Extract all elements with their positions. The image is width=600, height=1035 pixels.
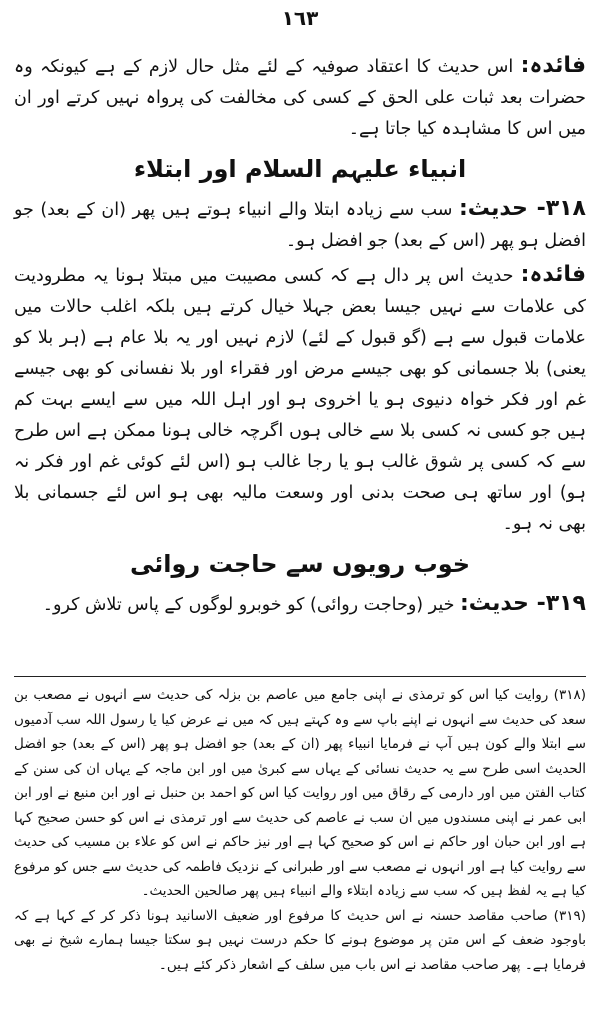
hadith-number: ٣١٩- (536, 591, 586, 616)
hadith-319 (14, 588, 586, 621)
section-heading-good-looking-people: خوب رویوں سے حاجت روائی (129, 550, 471, 578)
hadith-text: خیر (وحاجت روائی) کو خوبرو لوگوں کے پاس تلاش کرو۔ (42, 595, 460, 615)
hadith-318 (14, 193, 586, 257)
hadith-label: حدیث: (459, 196, 537, 221)
faida-text: اس حدیث کا اعتقاد صوفیہ کے لئے مثل حال لازم کے ہے کیونکہ وہ حضرات بعد ثبات علی الحق کے کسی کی مخالفت کی پرواہ نہیں کرتے اور ان میں اس کا مشاہدہ کیا جاتا ہے۔ (14, 57, 586, 139)
faida-paragraph-1 (14, 50, 586, 145)
footnote-318: (٣١٨) روایت کیا اس کو ترمذی نے اپنی جامع میں عاصم بن بزلہ کی حدیث سے انہوں نے مصعب بن سعد کی حدیث سے انہوں نے اپنے باپ سے وہ کہتے ہیں کہ میں نے عرض کیا یا رسول اللہ سب آدمیوں سے ابتلا والے کون ہیں آپ نے فرمایا انبیاء پھر (ان کے بعد) جو افضل ہو پھر (اس کے بعد) جو افضل الحدیث اسی طرح سے یہ حدیث نسائی کے یہاں سے کبریٰ میں اور ابن ماجہ کے یہاں ان کی سنن کے کتاب الفتن میں اور دارمی کے رقاق میں اور روایت کیا اس کو احمد بن حنبل نے اور ابن منیع نے اور ابن ابی عمر نے اپنی مسندوں میں ان سب نے عاصم کی حدیث سے اور ترمذی نے اس کو حسن صحیح کہا ہے اور ابن حبان اور حاکم نے اس کو صحیح کہا ہے اور نیز حاکم نے اس کو علاء بن مسیب کی حدیث سے روایت کیا ہے اور انہوں نے مصعب سے اور طبرانی کے نزدیک فاطمہ کی حدیث سے جس کو مرفوع کیا ہے یہ لفظ ہیں کہ سب سے زیادہ ابتلاء والے انبیاء ہیں پھر صالحین الحدیث۔ (14, 687, 586, 899)
main-text (14, 50, 586, 623)
footnote-divider (14, 676, 586, 677)
footnote-319: (٣١٩) صاحب مقاصد حسنہ نے اس حدیث کا مرفوع اور ضعیف الاسانید ہونا ذکر کر کے کہا ہے کہ باوجود ضعف کے اس متن پر موضوع ہونے کا حکم درست نہیں ہو سکتا جیسا ہمارے شیخ نے بھی فرمایا ہے۔ پھر صاحب مقاصد نے اس باب میں سلف کے اشعار ذکر کئے ہیں۔ (14, 907, 586, 973)
faida-label: فائدہ: (520, 53, 586, 78)
section-heading-prophets-trials: انبیاء علیہم السلام اور ابتلاء (133, 155, 467, 183)
faida-label: فائدہ: (520, 262, 586, 287)
hadith-label: حدیث: (459, 591, 537, 616)
page-number: ١٦٣ (281, 6, 319, 30)
hadith-text: سب سے زیادہ ابتلا والے انبیاء ہوتے ہیں پھر (ان کے بعد) جو افضل ہو پھر (اس کے بعد) جو افضل ہو۔ (14, 200, 586, 251)
footnotes (14, 683, 586, 977)
hadith-number: ٣١٨- (536, 196, 586, 221)
faida-paragraph-2 (14, 259, 586, 540)
faida-text: حدیث اس پر دال ہے کہ کسی مصیبت میں مبتلا ہونا یہ مطرودیت کی علامات سے نہیں جیسا بعض جہلا خیال کرتے ہیں بلکہ اغلب حالات میں علامات قبول سے ہے (گو قبول کے لئے) لازم نہیں اور یہ بلا عام ہے (ہر بلا کو یعنی) بلا جسمانی کو بھی جیسے مرض اور فقراء اور بلا نفسانی کو بھی جیسے غم اور فکر خواہ دنیوی ہو یا اخروی ہو اور اہل اللہ میں سے ایسے بہت کم ہیں جو کسی نہ کسی بلا سے خالی ہوں اگرچہ خالی ہونا ممکن ہے اس طرح سے کہ کسی پر شوق غالب ہو یا رجا غالب ہو (اس لئے کوئی غم اور فکر نہ ہو) اور ساتھ ہی صحت بدنی اور وسعت مالیہ بھی ہو اس لئے جسمانی بلا بھی نہ ہو۔ (14, 266, 586, 534)
